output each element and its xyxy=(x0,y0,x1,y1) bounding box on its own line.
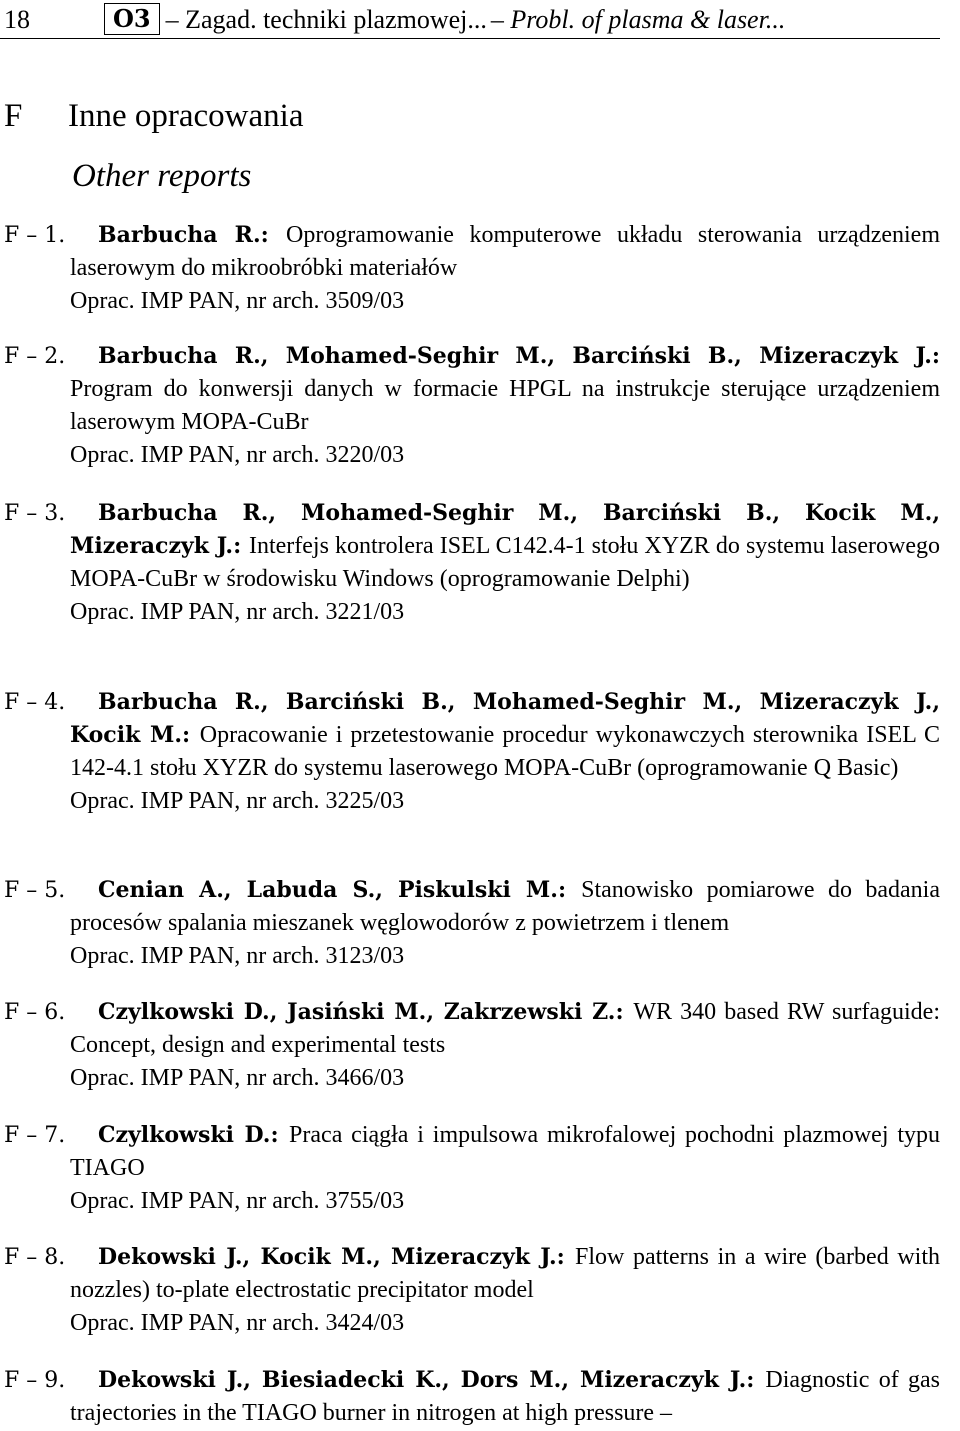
entry-authors: Barbucha R. xyxy=(98,222,261,248)
entry-title: Interfejs kontrolera ISEL C142.4-1 stołu XYZR do systemu laserowego MOPA-CuBr w środowisku Windows (oprogramowanie Delphi) xyxy=(70,533,940,592)
entry-archive: Oprac. IMP PAN, nr arch. 3221/03 xyxy=(70,599,405,625)
entry-authors: Barbucha R., Mohamed-Seghir M., Barciński B., Kocik M., Mizeraczyk J. xyxy=(70,500,940,559)
section-subtitle: Other reports xyxy=(72,158,252,194)
list-item xyxy=(0,340,940,472)
entry-text: Czylkowski D., Jasiński M., Zakrzewski Z.: WR 340 based RW surfaguide: Concept, design and experimental tests xyxy=(70,999,941,1058)
entry-authors: Dekowski J., Kocik M., Mizeraczyk J. xyxy=(98,1244,557,1270)
entry-text: Barbucha R., Barciński B., Mohamed-Seghir M., Mizeraczyk J., Kocik M.: Opracowanie i przetestowanie procedur wykonawczych sterownika ISEL C 142-4.1 stołu XYZR do systemu laserowego MOPA-CuBr (oprogramowanie Q Basic) xyxy=(70,689,940,781)
list-item xyxy=(0,1364,940,1430)
list-item xyxy=(0,1119,940,1218)
entry-label: F – 5. xyxy=(4,878,66,903)
entry-authors: Barbucha R., Mohamed-Seghir M., Barciński B., Mizeraczyk J. xyxy=(98,343,932,369)
entry-text: Barbucha R.: Oprogramowanie komputerowe układu sterowania urządzeniem laserowym do mikroobróbki materiałów xyxy=(70,222,940,281)
entry-title: Oprogramowanie komputerowe układu sterowania urządzeniem laserowym do mikroobróbki materiałów xyxy=(70,222,940,281)
entry-text: Barbucha R., Mohamed-Seghir M., Barciński B., Kocik M., Mizeraczyk J.: Interfejs kontrolera ISEL C142.4-1 stołu XYZR do systemu laserowego MOPA-CuBr w środowisku Windows (oprogramowanie Delphi) xyxy=(70,500,940,592)
list-item xyxy=(0,996,940,1095)
entry-authors: Cenian A., Labuda S., Piskulski M. xyxy=(98,877,558,903)
entry-archive: Oprac. IMP PAN, nr arch. 3225/03 xyxy=(70,788,405,814)
header-rule xyxy=(0,38,940,39)
entry-label: F – 7. xyxy=(4,1123,66,1148)
entry-text: Barbucha R., Mohamed-Seghir M., Barciński B., Mizeraczyk J.: Program do konwersji danych w formacie HPGL na instrukcje sterujące urządzeniem laserowym MOPA-CuBr xyxy=(70,343,940,435)
entry-authors: Czylkowski D. xyxy=(98,1122,271,1148)
list-item xyxy=(0,497,940,629)
entry-text: Dekowski J., Kocik M., Mizeraczyk J.: Flow patterns in a wire (barbed with nozzles) to-plate electrostatic precipitator model xyxy=(70,1244,940,1303)
section-letter: F xyxy=(4,98,23,134)
entry-archive: Oprac. IMP PAN, nr arch. 3509/03 xyxy=(70,288,405,314)
section-title: Inne opracowania xyxy=(68,98,304,134)
entry-authors: Dekowski J., Biesiadecki K., Dors M., Mizeraczyk J. xyxy=(98,1367,747,1393)
entry-label: F – 4. xyxy=(4,690,66,715)
entry-label: F – 3. xyxy=(4,501,66,526)
header-title-pl: – Zagad. techniki plazmowej... xyxy=(165,5,487,34)
entry-text: Cenian A., Labuda S., Piskulski M.: Stanowisko pomiarowe do badania procesów spalania mieszanek węglowodorów z powietrzem i tlenem xyxy=(70,877,940,936)
header-title-en: – Probl. of plasma & laser... xyxy=(490,5,786,34)
entry-authors: Czylkowski D., Jasiński M., Zakrzewski Z. xyxy=(98,999,616,1025)
list-item xyxy=(0,219,940,318)
entry-label: F – 8. xyxy=(4,1245,66,1270)
entry-archive: Oprac. IMP PAN, nr arch. 3220/03 xyxy=(70,442,405,468)
entry-label: F – 2. xyxy=(4,344,66,369)
list-item xyxy=(0,686,940,818)
entry-label: F – 9. xyxy=(4,1368,66,1393)
entry-authors: Barbucha R., Barciński B., Mohamed-Seghir M., Mizeraczyk J., Kocik M. xyxy=(70,689,940,748)
entry-label: F – 1. xyxy=(4,223,66,248)
entry-title: Flow patterns in a wire (barbed with nozzles) to-plate electrostatic precipitator model xyxy=(70,1244,940,1303)
entry-archive: Oprac. IMP PAN, nr arch. 3466/03 xyxy=(70,1065,405,1091)
list-item xyxy=(0,1241,940,1340)
entry-title: Opracowanie i przetestowanie procedur wykonawczych sterownika ISEL C 142-4.1 stołu XYZR do systemu laserowego MOPA-CuBr (oprogramowanie Q Basic) xyxy=(70,722,940,781)
entry-label: F – 6. xyxy=(4,1000,66,1025)
entry-title: Praca ciągła i impulsowa mikrofalowej pochodni plazmowej typu TIAGO xyxy=(70,1122,940,1181)
section-code-box: O3 xyxy=(104,3,160,35)
entry-text: Dekowski J., Biesiadecki K., Dors M., Mizeraczyk J.: Diagnostic of gas trajectories in the TIAGO burner in nitrogen at high pressure – xyxy=(70,1367,940,1426)
entry-title: Diagnostic of gas trajectories in the TIAGO burner in nitrogen at high pressure – xyxy=(70,1367,940,1426)
entry-archive: Oprac. IMP PAN, nr arch. 3424/03 xyxy=(70,1310,405,1336)
list-item xyxy=(0,874,940,973)
entry-title: Program do konwersji danych w formacie HPGL na instrukcje sterujące urządzeniem laserowym MOPA-CuBr xyxy=(70,376,940,435)
entry-archive: Oprac. IMP PAN, nr arch. 3123/03 xyxy=(70,943,405,969)
page-number: 18 xyxy=(4,5,30,34)
running-header xyxy=(4,2,940,38)
entry-title: Stanowisko pomiarowe do badania procesów spalania mieszanek węglowodorów z powietrzem i tlenem xyxy=(70,877,940,936)
entry-text: Czylkowski D.: Praca ciągła i impulsowa mikrofalowej pochodni plazmowej typu TIAGO xyxy=(70,1122,940,1181)
entry-archive: Oprac. IMP PAN, nr arch. 3755/03 xyxy=(70,1188,405,1214)
entry-title: WR 340 based RW surfaguide: Concept, design and experimental tests xyxy=(70,999,941,1058)
